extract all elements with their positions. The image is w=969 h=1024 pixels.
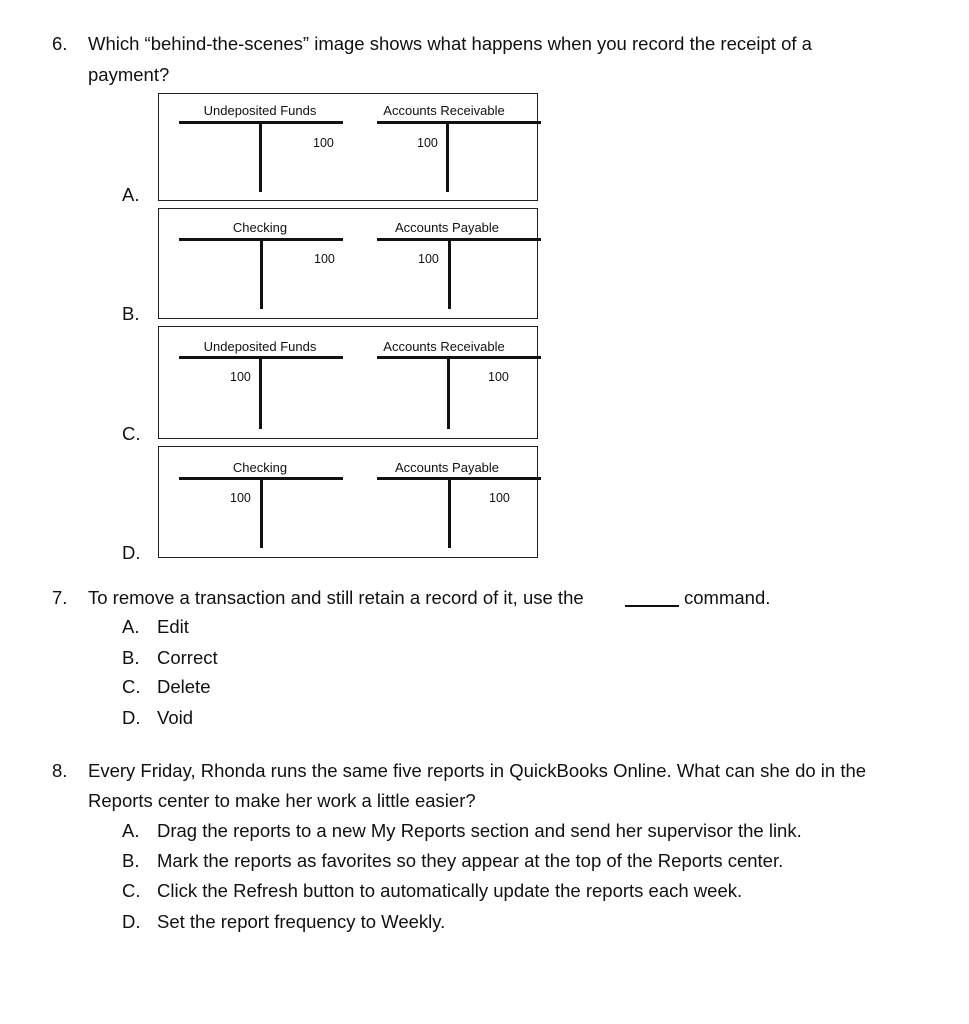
option-d-diagram <box>158 446 538 558</box>
t-account-right-hline <box>377 356 541 359</box>
question-8-number: 8. <box>52 760 68 781</box>
t-account-left-title: Checking <box>232 220 288 235</box>
option-a-letter: A. <box>122 184 140 205</box>
t-account-right-debit: 100 <box>418 252 439 266</box>
option-c-diagram <box>158 326 538 439</box>
t-account-left-title: Checking <box>232 460 288 475</box>
t-account-left-vline <box>259 122 262 192</box>
t-account-right-vline <box>448 478 451 548</box>
q7-option-d-text[interactable]: Void <box>157 707 194 728</box>
question-8-text-line1: Every Friday, Rhonda runs the same five reports in QuickBooks Online. What can she do in the <box>88 760 867 781</box>
q8-option-d-text[interactable]: Set the report frequency to Weekly. <box>157 911 446 932</box>
question-6-number: 6. <box>52 33 68 54</box>
t-account-right-hline <box>377 238 541 241</box>
t-account-left-vline <box>260 239 263 309</box>
q8-option-d-letter: D. <box>122 911 141 932</box>
t-account-left-vline <box>260 478 263 548</box>
option-b-diagram <box>158 208 538 319</box>
q7-option-c-text[interactable]: Delete <box>157 676 211 697</box>
question-7-text-after: command. <box>684 587 771 608</box>
q7-option-c-letter: C. <box>122 676 141 697</box>
t-account-right-hline <box>377 121 541 124</box>
question-7-blank <box>625 605 679 607</box>
t-account-left-credit: 100 <box>313 136 334 150</box>
q8-option-a-letter: A. <box>122 820 140 841</box>
q8-option-b-text[interactable]: Mark the reports as favorites so they appear at the top of the Reports center. <box>157 850 784 871</box>
q8-option-c-letter: C. <box>122 880 141 901</box>
t-account-right-title: Accounts Receivable <box>383 103 505 118</box>
q8-option-a-text[interactable]: Drag the reports to a new My Reports section and send her supervisor the link. <box>157 820 802 841</box>
q8-option-b-letter: B. <box>122 850 140 871</box>
question-8-text-line2: Reports center to make her work a little easier? <box>88 790 476 811</box>
t-account-right-vline <box>448 239 451 309</box>
question-6-text-line1: Which “behind-the-scenes” image shows what happens when you record the receipt of a <box>88 33 812 54</box>
option-a-diagram <box>158 93 538 201</box>
q7-option-d-letter: D. <box>122 707 141 728</box>
q7-option-b-text[interactable]: Correct <box>157 647 218 668</box>
t-account-left-title: Undeposited Funds <box>203 103 317 118</box>
t-account-right-title: Accounts Payable <box>394 460 500 475</box>
t-account-right-title: Accounts Payable <box>394 220 500 235</box>
t-account-left-title: Undeposited Funds <box>203 339 317 354</box>
t-account-right-vline <box>446 122 449 192</box>
q8-option-c-text[interactable]: Click the Refresh button to automatically update the reports each week. <box>157 880 743 901</box>
t-account-right-credit: 100 <box>489 491 510 505</box>
question-6-text-line2: payment? <box>88 64 170 85</box>
t-account-right-title: Accounts Receivable <box>383 339 505 354</box>
option-b-letter: B. <box>122 303 140 324</box>
t-account-right-credit: 100 <box>488 370 509 384</box>
q7-option-a-letter: A. <box>122 616 140 637</box>
q7-option-a-text[interactable]: Edit <box>157 616 189 637</box>
t-account-right-hline <box>377 477 541 480</box>
t-account-left-vline <box>259 357 262 429</box>
t-account-right-debit: 100 <box>417 136 438 150</box>
t-account-left-credit: 100 <box>314 252 335 266</box>
question-7-text-before: To remove a transaction and still retain a record of it, use the <box>88 587 584 608</box>
option-d-letter: D. <box>122 542 141 563</box>
question-7-number: 7. <box>52 587 68 608</box>
t-account-left-debit: 100 <box>230 491 251 505</box>
t-account-left-debit: 100 <box>230 370 251 384</box>
q7-option-b-letter: B. <box>122 647 140 668</box>
t-account-right-vline <box>447 357 450 429</box>
option-c-letter: C. <box>122 423 141 444</box>
